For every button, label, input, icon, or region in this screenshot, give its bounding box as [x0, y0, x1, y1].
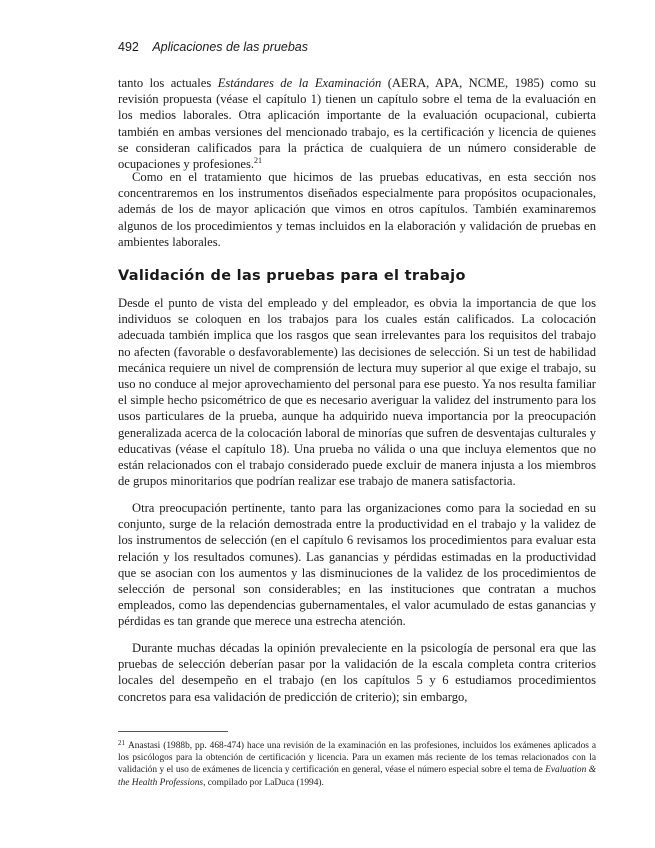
footnote-number: 21	[118, 739, 125, 747]
footnote	[118, 737, 596, 789]
paragraph-1-text-b: (AERA, APA, NCME, 1985) como su revisión propuesta (véase el capítulo 1) tienen un capítulo sobre el tema de la evaluación en los medios laborales. Otra aplicación importante de la evaluación ocupacional, cubierta también en ambas versiones del mencionado trabajo, es la certificación y licencia de quienes se consideran calificados para la práctica de cualquiera de un número considerable de ocupaciones y profesiones.	[118, 76, 596, 172]
paragraph-4	[118, 500, 596, 630]
running-header	[118, 40, 308, 54]
paragraph-2-text: Como en el tratamiento que hicimos de las pruebas educativas, en esta sección nos concentraremos en los instrumentos diseñados especialmente para propósitos ocupacionales, además de los de mayor aplicación que vimos en otros capítulos. También examinaremos algunos de los procedimientos y temas incluidos en la elaboración y validación de pruebas en ambientes laborales.	[118, 170, 596, 249]
paragraph-1-italic-title: Estándares de la Examinación	[217, 76, 382, 90]
footnote-text-a: Anastasi (1988b, pp. 468-474) hace una revisión de la examinación en las profesiones, incluidos los exámenes aplicados a los psicólogos para la obtención de certificación y licencia. Para un examen más reciente de los temas relacionados con la validación y el uso de exámenes de licencia y certificación en general, véase el número especial sobre el tema de	[118, 741, 596, 776]
paragraph-3	[118, 295, 596, 489]
footnote-italic-title: Evaluation & the Health Professions	[118, 765, 597, 788]
paragraph-3-text: Desde el punto de vista del empleado y del empleador, es obvia la importancia de que los individuos se coloquen en los trabajos para los cuales están calificados. La colocación adecuada también implica que los rasgos que sean irrelevantes para los requisitos del trabajo no afecten (favorable o desfavorablemente) las decisiones de selección. Si un test de habilidad mecánica requiere un nivel de comprensión de lectura muy superior al que exige el trabajo, su uso no conduce al mejor aprovechamiento del personal para ese puesto. Ya nos resulta familiar el simple hecho psicométrico de que es necesario averiguar la validez del instrumento para los usos particulares de la prueba, aunque ha adquirido nueva importancia por la preocupación generalizada acerca de la colocación laboral de minorías que sufren de desventajas culturales y educativas (véase el capítulo 18). Una prueba no válida o una que incluya elementos que no están relacionados con el trabajo considerado puede excluir de manera injusta a los miembros de grupos minoritarios que podrían realizar ese trabajo de manera satisfactoria.	[118, 296, 596, 489]
paragraph-2	[118, 169, 596, 250]
paragraph-1-text-a: tanto los actuales	[118, 76, 218, 90]
paragraph-4-text: Otra preocupación pertinente, tanto para las organizaciones como para la sociedad en su conjunto, surge de la relación demostrada entre la productividad en el trabajo y la validez de los instrumentos de selección (en el capítulo 6 revisamos los procedimientos para evaluar esta relación y los resultados comunes). Las ganancias y pérdidas estimadas en la productividad que se asocian con los aumentos y las disminuciones de la validez de los procedimientos de selección de personal son considerables; en las instituciones que contratan a muchos empleados, como las dependencias gubernamentales, el valor acumulado de estas ganancias y pérdidas es tan grande que merece una estrecha atención.	[118, 501, 596, 629]
page-number: 492	[118, 40, 139, 54]
footnote-divider	[118, 731, 228, 732]
footnote-text-b: , compilado por LaDuca (1994).	[203, 777, 324, 788]
section-heading: Validación de las pruebas para el trabajo	[118, 268, 466, 284]
paragraph-1	[118, 75, 596, 172]
paragraph-5	[118, 640, 596, 705]
running-title: Aplicaciones de las pruebas	[152, 40, 308, 54]
paragraph-5-text: Durante muchas décadas la opinión prevaleciente en la psicología de personal era que las pruebas de selección deberían pasar por la validación de la escala completa contra criterios locales del desempeño en el trabajo (en los capítulos 5 y 6 estudiamos procedimientos concretos para esa validación de predicción de criterio); sin embargo,	[118, 641, 596, 704]
footnote-reference[interactable]: 21	[254, 156, 263, 166]
